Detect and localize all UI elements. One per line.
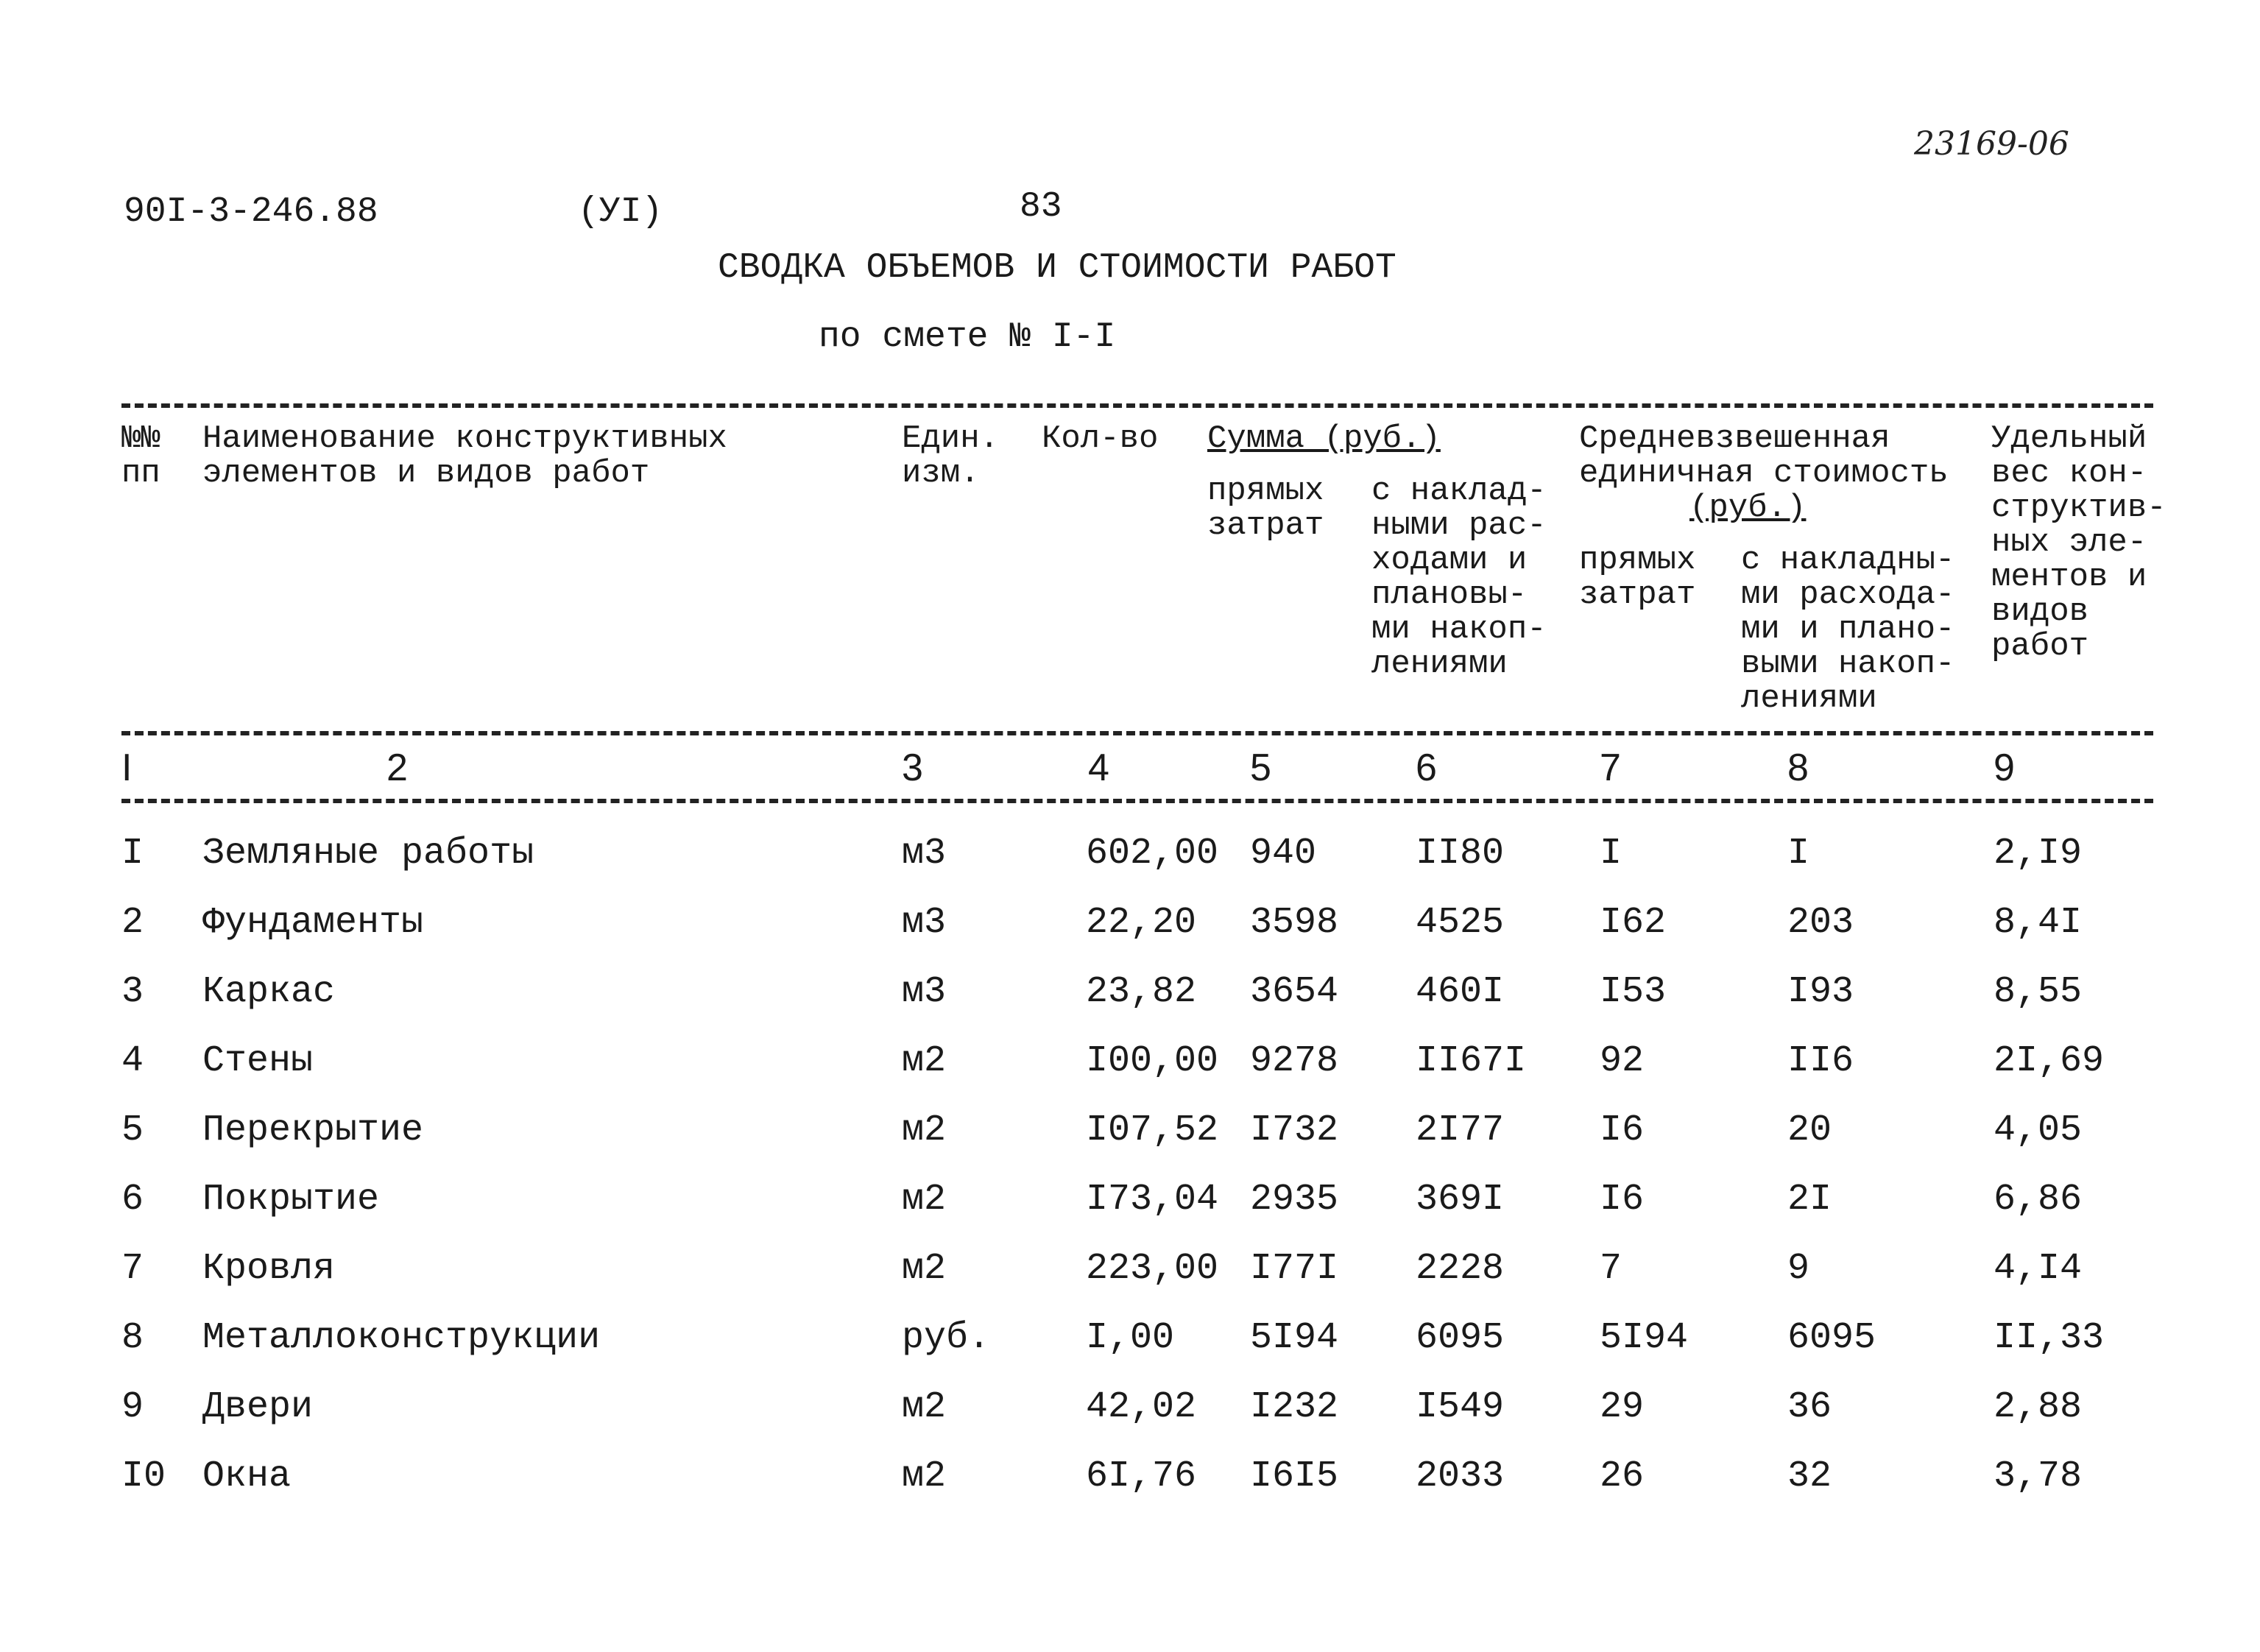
table-row	[0, 970, 2260, 1039]
page-number: 83	[1020, 187, 1062, 227]
col-number-1: I	[121, 746, 133, 789]
section-mark: (УI)	[578, 192, 663, 232]
row-unit: м2	[902, 1455, 947, 1497]
header-bottom-rule	[121, 731, 2153, 735]
row-avg-direct: 26	[1600, 1455, 1645, 1497]
header-col-qty: Кол-во	[1042, 420, 1159, 457]
row-qty: 223,00	[1086, 1248, 1219, 1290]
row-overhead: 6095	[1416, 1317, 1505, 1359]
col-number-7: 7	[1600, 746, 1621, 789]
row-avg-overhead: 32	[1787, 1455, 1832, 1497]
row-avg-direct: 92	[1600, 1040, 1645, 1082]
row-avg-overhead: 9	[1787, 1248, 1810, 1290]
header-avg-group: Средневзвешенная единичная стоимость	[1579, 420, 1949, 492]
row-overhead: 460I	[1416, 971, 1505, 1013]
row-avg-overhead: 2I	[1787, 1179, 1832, 1221]
row-avg-direct: 7	[1600, 1248, 1622, 1290]
row-overhead: 2I77	[1416, 1109, 1505, 1151]
row-avg-direct: I	[1600, 833, 1622, 875]
row-avg-direct: 5I94	[1600, 1317, 1689, 1359]
col-number-9: 9	[1994, 746, 2015, 789]
row-weight: 2,88	[1994, 1386, 2083, 1428]
header-sum-group: Сумма (руб.)	[1207, 420, 1441, 457]
row-direct: 3598	[1250, 902, 1339, 944]
header-col-avg-overhead: с накладны- ми расхода- ми и плано- выми накоп- лениями	[1741, 542, 1955, 717]
row-avg-direct: I6	[1600, 1179, 1645, 1221]
row-direct: 5I94	[1250, 1317, 1339, 1359]
table-row	[0, 1178, 2260, 1247]
col-number-8: 8	[1787, 746, 1809, 789]
row-avg-overhead: 20	[1787, 1109, 1832, 1151]
col-numbers-bottom-rule	[121, 799, 2153, 803]
row-unit: м2	[902, 1109, 947, 1151]
row-avg-overhead: I93	[1787, 971, 1854, 1013]
table-row	[0, 832, 2260, 901]
row-number: I	[121, 833, 144, 875]
row-unit: руб.	[902, 1317, 991, 1359]
row-avg-direct: 29	[1600, 1386, 1645, 1428]
row-avg-direct: I6	[1600, 1109, 1645, 1151]
col-number-3: 3	[902, 746, 923, 789]
row-weight: 2,I9	[1994, 833, 2083, 875]
row-overhead: 4525	[1416, 902, 1505, 944]
row-direct: I232	[1250, 1386, 1339, 1428]
row-number: 3	[121, 971, 144, 1013]
page-subtitle: по смете № I-I	[819, 317, 1116, 357]
row-qty: 602,00	[1086, 833, 1219, 875]
table-row	[0, 1455, 2260, 1524]
row-number: I0	[121, 1455, 166, 1497]
row-name: Окна	[202, 1455, 292, 1497]
document-code: 90I-3-246.88	[124, 192, 378, 232]
row-direct: I77I	[1250, 1248, 1339, 1290]
row-weight: 8,55	[1994, 971, 2083, 1013]
row-name: Земляные работы	[202, 833, 534, 875]
row-avg-overhead: 203	[1787, 902, 1854, 944]
table-row	[0, 1109, 2260, 1178]
row-overhead: 2228	[1416, 1248, 1505, 1290]
row-weight: 3,78	[1994, 1455, 2083, 1497]
table-row	[0, 1039, 2260, 1109]
row-direct: 9278	[1250, 1040, 1339, 1082]
row-unit: м3	[902, 833, 947, 875]
row-qty: I07,52	[1086, 1109, 1219, 1151]
row-number: 4	[121, 1040, 144, 1082]
row-weight: 4,I4	[1994, 1248, 2083, 1290]
table-row	[0, 1316, 2260, 1386]
header-avg-unit: (руб.)	[1689, 490, 1807, 526]
row-direct: I732	[1250, 1109, 1339, 1151]
row-unit: м3	[902, 902, 947, 944]
row-avg-direct: I62	[1600, 902, 1667, 944]
row-overhead: I549	[1416, 1386, 1505, 1428]
col-number-5: 5	[1250, 746, 1271, 789]
handwritten-code: 23169-06	[1914, 125, 2069, 163]
row-qty: 23,82	[1086, 971, 1197, 1013]
row-name: Перекрытие	[202, 1109, 424, 1151]
header-col-avg-direct: прямых затрат	[1579, 542, 1696, 613]
row-unit: м2	[902, 1040, 947, 1082]
row-overhead: 369I	[1416, 1179, 1505, 1221]
row-name: Каркас	[202, 971, 336, 1013]
row-number: 7	[121, 1248, 144, 1290]
row-avg-direct: I53	[1600, 971, 1667, 1013]
row-weight: 8,4I	[1994, 902, 2083, 944]
row-weight: II,33	[1994, 1317, 2105, 1359]
row-number: 5	[121, 1109, 144, 1151]
row-avg-overhead: II6	[1787, 1040, 1854, 1082]
header-col-overhead: с наклад- ными рас- ходами и плановы- ми накоп- лениями	[1371, 473, 1547, 682]
row-direct: I6I5	[1250, 1455, 1339, 1497]
col-number-4: 4	[1088, 746, 1109, 789]
row-qty: 22,20	[1086, 902, 1197, 944]
row-qty: I00,00	[1086, 1040, 1219, 1082]
row-number: 2	[121, 902, 144, 944]
header-col-direct: прямых затрат	[1207, 473, 1324, 544]
table-row	[0, 901, 2260, 970]
row-weight: 6,86	[1994, 1179, 2083, 1221]
row-direct: 3654	[1250, 971, 1339, 1013]
table-top-rule	[121, 403, 2153, 408]
row-overhead: II80	[1416, 833, 1505, 875]
col-number-6: 6	[1416, 746, 1437, 789]
row-avg-overhead: 6095	[1787, 1317, 1876, 1359]
row-overhead: II67I	[1416, 1040, 1527, 1082]
row-number: 6	[121, 1179, 144, 1221]
row-qty: 6I,76	[1086, 1455, 1197, 1497]
row-number: 8	[121, 1317, 144, 1359]
row-name: Фундаменты	[202, 902, 424, 944]
row-unit: м2	[902, 1386, 947, 1428]
row-name: Двери	[202, 1386, 314, 1428]
row-direct: 2935	[1250, 1179, 1339, 1221]
row-overhead: 2033	[1416, 1455, 1505, 1497]
header-col-number: №№ пп	[121, 420, 160, 492]
table-row	[0, 1247, 2260, 1316]
row-qty: 42,02	[1086, 1386, 1197, 1428]
row-direct: 940	[1250, 833, 1317, 875]
header-col-weight: Удельный вес кон- структив- ных эле- ментов и видов работ	[1991, 420, 2167, 665]
row-unit: м3	[902, 971, 947, 1013]
row-name: Стены	[202, 1040, 314, 1082]
row-name: Покрытие	[202, 1179, 380, 1221]
page-title: СВОДКА ОБЪЕМОВ И СТОИМОСТИ РАБОТ	[718, 248, 1396, 288]
row-name: Кровля	[202, 1248, 336, 1290]
row-number: 9	[121, 1386, 144, 1428]
row-avg-overhead: 36	[1787, 1386, 1832, 1428]
row-name: Металлоконструкции	[202, 1317, 601, 1359]
table-row	[0, 1386, 2260, 1455]
row-weight: 2I,69	[1994, 1040, 2105, 1082]
row-weight: 4,05	[1994, 1109, 2083, 1151]
row-avg-overhead: I	[1787, 833, 1810, 875]
row-qty: I,00	[1086, 1317, 1175, 1359]
col-number-2: 2	[386, 746, 408, 789]
header-col-unit: Един. изм.	[902, 420, 1000, 492]
header-col-name: Наименование конструктивных элементов и видов работ	[202, 420, 727, 492]
row-unit: м2	[902, 1179, 947, 1221]
row-unit: м2	[902, 1248, 947, 1290]
row-qty: I73,04	[1086, 1179, 1219, 1221]
